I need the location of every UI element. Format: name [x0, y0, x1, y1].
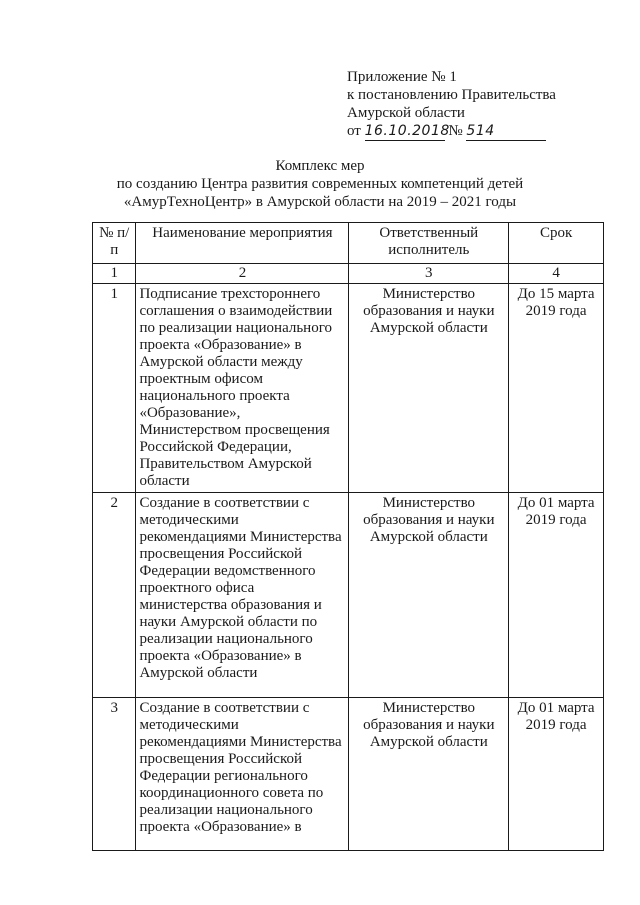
deadline: До 01 марта 2019 года — [509, 493, 604, 698]
appendix-block — [347, 68, 556, 141]
column-number: 2 — [136, 264, 349, 284]
executor: Министерство образования и науки Амурской области — [349, 698, 509, 851]
document-title — [0, 157, 640, 211]
column-number-row — [93, 264, 604, 284]
column-number: 3 — [349, 264, 509, 284]
measure-name: Создание в соответствии с методическими рекомендациями Министерства просвещения Российской Федерации регионального координационного совета по реализации национального проекта «Образование» в — [136, 698, 349, 851]
measure-name: Создание в соответствии с методическими рекомендациями Министерства просвещения Российской Федерации ведомственного проектного офиса министерства образования и науки Амурской области по реализации национального проекта «Образование» в Амурской области — [136, 493, 349, 698]
column-number: 1 — [93, 264, 136, 284]
measure-name: Подписание трехстороннего соглашения о взаимодействии по реализации национального проекта «Образование» в Амурской области между проектным офисом национального проекта «Образование», Министерством просвещения Российской Федерации, Правительством Амурской области — [136, 284, 349, 493]
number-prefix: № — [448, 123, 463, 139]
title-line-3: «АмурТехноЦентр» в Амурской области на 2019 – 2021 годы — [123, 194, 517, 210]
appendix-date-line — [347, 122, 556, 141]
table-row — [93, 284, 604, 493]
table-row — [93, 493, 604, 698]
executor: Министерство образования и науки Амурской области — [349, 493, 509, 698]
deadline: До 01 марта 2019 года — [509, 698, 604, 851]
executor: Министерство образования и науки Амурской области — [349, 284, 509, 493]
table-row — [93, 698, 604, 851]
header-deadline: Срок — [509, 223, 604, 264]
date-prefix: от — [347, 123, 361, 139]
row-number: 2 — [93, 493, 136, 698]
handwritten-date: 16.10.2018 — [364, 123, 450, 139]
title-line-2: по созданию Центра развития современных компетенций детей — [116, 176, 524, 192]
handwritten-number: 514 — [466, 123, 495, 139]
title-line-1: Комплекс мер — [275, 158, 365, 174]
appendix-title: Приложение № 1 — [347, 69, 457, 85]
header-measure-name: Наименование мероприятия — [136, 223, 349, 264]
header-executor: Ответственный исполнитель — [349, 223, 509, 264]
row-number: 3 — [93, 698, 136, 851]
row-number: 1 — [93, 284, 136, 493]
appendix-region: Амурской области — [347, 105, 465, 121]
deadline: До 15 марта 2019 года — [509, 284, 604, 493]
appendix-decree: к постановлению Правительства — [347, 87, 556, 103]
column-number: 4 — [509, 264, 604, 284]
table-header-row — [93, 223, 604, 264]
header-number: № п/п — [93, 223, 136, 264]
measures-table — [92, 222, 604, 851]
